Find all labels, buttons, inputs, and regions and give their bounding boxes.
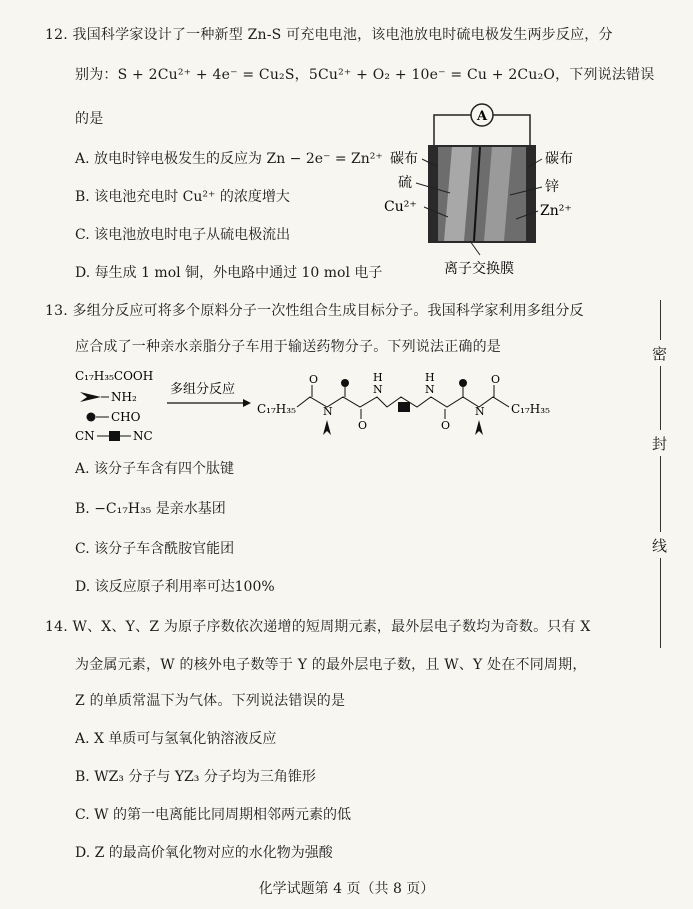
product-atom-o4: O: [491, 373, 501, 386]
q13-option-a: A. 该分子车含有四个肽键: [75, 461, 235, 477]
reagent-stearic-acid: C₁₇H₃₅COOH: [75, 369, 154, 383]
q12-equation-1: S + 2Cu²⁺ + 4e⁻ = Cu₂S: [117, 67, 295, 83]
q12-stem-line1: 12. 我国科学家设计了一种新型 Zn-S 可充电电池，该电池放电时硫电极发生两步反应，分: [45, 27, 613, 43]
q12-stem-suffix: ，下列说法错误: [555, 67, 655, 83]
q13-stem-line2: 应合成了一种亲水亲脂分子车用于输送药物分子。下列说法正确的是: [75, 339, 501, 355]
q13-option-b: B. −C₁₇H₃₅ 是亲水基团: [75, 501, 226, 517]
reagent-aldehyde: CHO: [111, 410, 141, 424]
q14-stem-line1: 14. W、X、Y、Z 为原子序数依次递增的短周期元素，最外层电子数均为奇数。只有 X: [45, 619, 591, 635]
amine-arrow-icon: [80, 392, 101, 402]
battery-diagram: [380, 95, 600, 280]
wedge-icon: [323, 420, 331, 435]
reagent-isocyanide-left: CN: [75, 429, 95, 443]
label-carbon-cloth-right: 碳布: [545, 151, 573, 167]
q12-stem-line2: [75, 64, 654, 84]
q13-option-c: C. 该分子车含酰胺官能团: [75, 541, 235, 557]
q14-stem-line2: 为金属元素，W 的核外电子数等于 Y 的最外层电子数，且 W、Y 处在不同周期，: [75, 657, 587, 673]
product-atom-n3: N: [425, 383, 435, 396]
product-atom-n4: N: [475, 405, 485, 418]
linker-square-icon: [109, 431, 120, 441]
label-membrane: 离子交换膜: [444, 261, 514, 277]
q12-option-c: C. 该电池放电时电子从硫电极流出: [75, 227, 291, 243]
q13-option-d: D. 该反应原子利用率可达100%: [75, 579, 275, 595]
product-atom-n2: N: [373, 383, 383, 396]
q12-separator: ，: [294, 67, 309, 83]
label-zn-ion: Zn²⁺: [540, 203, 572, 219]
page-footer: 化学试题第 4 页（共 8 页）: [258, 881, 435, 897]
product-atom-o2: O: [358, 419, 368, 432]
q14-option-a: A. X 单质可与氢氧化钠溶液反应: [75, 731, 277, 747]
product-atom-o1: O: [309, 373, 319, 386]
label-zinc: 锌: [545, 179, 559, 195]
side-mark-seal: 密: [652, 345, 668, 363]
q12-stem-line3: 的是: [75, 111, 104, 127]
reagent-amine: NH₂: [111, 390, 137, 404]
q13-stem-line1: 13. 多组分反应可将多个原料分子一次性组合生成目标分子。我国科学家利用多组分反: [45, 303, 584, 319]
q12-stem-prefix: 别为：: [75, 67, 118, 83]
product-atom-h1: H: [373, 371, 383, 384]
q14-option-c: C. W 的第一电离能比同周期相邻两元素的低: [75, 807, 351, 823]
ammeter-label: A: [476, 109, 488, 124]
q14-option-d: D. Z 的最高价氧化物对应的水化物为强酸: [75, 845, 333, 861]
label-sulfur: 硫: [398, 175, 412, 191]
label-cu-ion: Cu²⁺: [384, 199, 417, 215]
q12-option-b: B. 该电池充电时 Cu²⁺ 的浓度增大: [75, 189, 290, 205]
product-atom-n1: N: [323, 405, 333, 418]
q14-option-b: B. WZ₃ 分子与 YZ₃ 分子均为三角锥形: [75, 769, 316, 785]
aldehyde-dot-icon: [87, 413, 96, 422]
arrowhead-icon: [243, 399, 251, 407]
product-right-chain: C₁₇H₃₅: [511, 402, 550, 416]
pointer-line: [470, 241, 480, 255]
substituent-dot-icon: [459, 379, 467, 387]
q12-option-d: D. 每生成 1 mol 铜，外电路中通过 10 mol 电子: [75, 265, 383, 281]
arrow-label: 多组分反应: [170, 382, 236, 397]
reaction-scheme: [65, 365, 565, 445]
q14-stem-line3: Z 的单质常温下为气体。下列说法错误的是: [75, 693, 346, 709]
binding-line: [660, 456, 661, 532]
product-atom-o3: O: [441, 419, 451, 432]
wedge-icon: [475, 420, 483, 435]
substituent-dot-icon: [341, 379, 349, 387]
binding-line: [660, 300, 661, 340]
product-atom-h2: H: [425, 371, 435, 384]
binding-line: [660, 558, 661, 648]
binding-line: [660, 366, 661, 430]
side-mark-line: 线: [652, 537, 668, 555]
q12-equation-2: 5Cu²⁺ + O₂ + 10e⁻ = Cu + 2Cu₂O: [308, 67, 556, 83]
linker-square-icon: [398, 402, 410, 412]
label-carbon-cloth-left: 碳布: [390, 151, 418, 167]
reagent-isocyanide-right: NC: [133, 429, 153, 443]
q12-option-a: A. 放电时锌电极发生的反应为 Zn − 2e⁻ = Zn²⁺: [75, 151, 383, 167]
product-left-chain: C₁₇H₃₅: [257, 402, 296, 416]
side-mark-envelope: 封: [652, 435, 668, 453]
